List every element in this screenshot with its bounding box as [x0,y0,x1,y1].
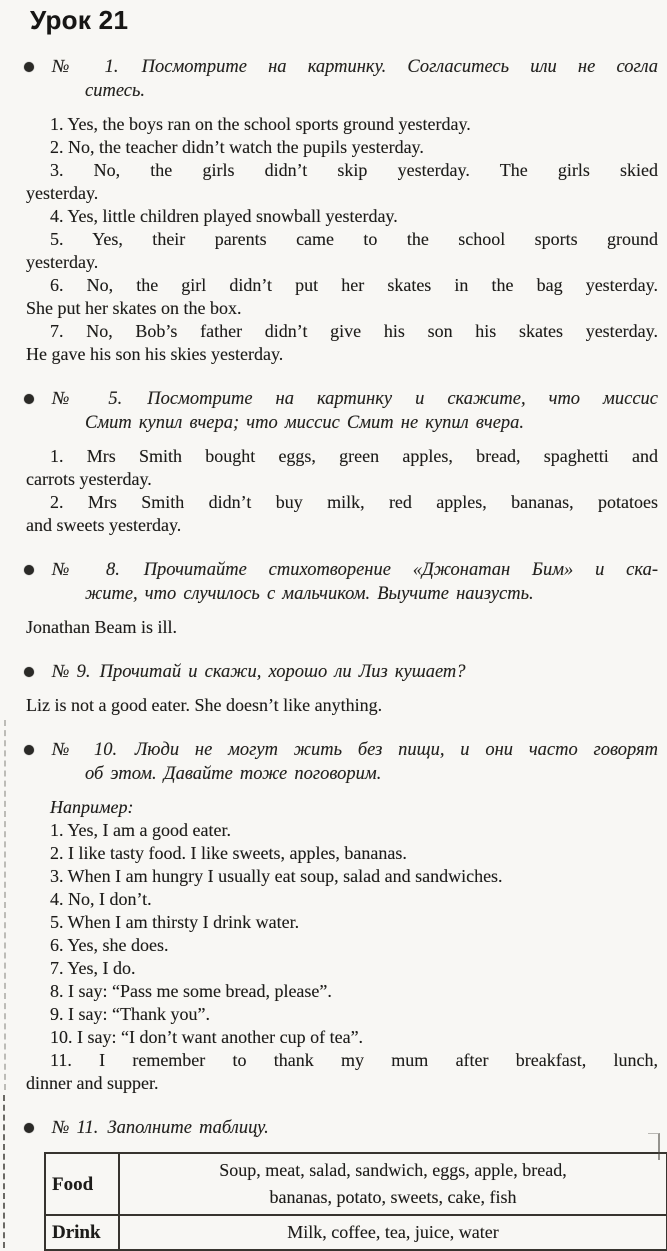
answer-line: 2. Mrs Smith didn’t buy milk, red apples, bananas, potatoes [50,492,658,512]
answer-line: yesterday. [26,252,99,272]
instruction-line [52,738,658,762]
instruction-text: Заполните таблицу. [107,1118,269,1138]
row-content [119,1153,667,1215]
answer-line: 3. When I am hungry I usually eat soup, salad and sandwiches. [50,866,503,886]
table-row-food [45,1153,667,1215]
row-header: Food [45,1153,119,1215]
table-row-drink [45,1215,667,1250]
bullet-icon [24,565,34,575]
answer-line: 6. Yes, she does. [50,935,169,955]
table-content-line: Soup, meat, salad, sandwich, eggs, apple, bread, [219,1160,567,1180]
answer-line: 4. Yes, little children played snowball yesterday. [50,206,398,226]
exercise-heading [52,558,658,606]
answer-line: 6. No, the girl didn’t put her skates in the bag yesterday. [50,275,658,295]
exercise-10 [0,738,667,1095]
table-content-line: Milk, coffee, tea, juice, water [287,1222,499,1242]
row-content [119,1215,667,1250]
instruction-text: Прочитай и скажи, хорошо ли Лиз кушает? [99,662,466,682]
answer-line: yesterday. [26,183,99,203]
answer-line: 1. Yes, the boys ran on the school sports ground yesterday. [50,114,471,134]
answer-line: and sweets yesterday. [26,515,182,535]
exercise-body [26,113,658,366]
answer-line: 7. No, Bob’s father didn’t give his son his skates yesterday. [50,321,658,341]
bullet-icon [24,745,34,755]
answer-line: 9. I say: “Thank you”. [50,1004,210,1024]
answer-line: 5. When I am thirsty I drink water. [50,912,300,932]
answer-line: 1. Yes, I am a good eater. [50,820,231,840]
exercise-heading [52,660,658,684]
instruction-text: Люди не могут жить без пищи, и они часто говорят [134,740,659,760]
instruction-line [52,55,658,79]
instruction-line [52,1116,658,1140]
bullet-icon [24,1123,34,1133]
exercise-number: № 11. [52,1118,99,1138]
answer-line: 1. Mrs Smith bought eggs, green apples, bread, spaghetti and [50,446,658,466]
answer-line: dinner and supper. [26,1073,159,1093]
exercise-heading [52,55,658,103]
exercise-body [26,796,658,1095]
answer-line: carrots yesterday. [26,469,152,489]
instruction-line [52,660,658,684]
exercise-body [26,445,658,537]
exercise-number: № 1. [52,57,119,77]
exercise-number: № 9. [52,662,91,682]
exercise-heading [52,738,658,786]
instruction-text: Прочитайте стихотворение «Джонатан Бим» и ска- [143,560,658,580]
exercise-11 [0,1116,667,1251]
scan-artifact-line [4,720,6,1090]
exercise-list [0,55,667,1251]
bullet-icon [24,667,34,677]
fill-table [44,1152,667,1251]
instruction-line [52,387,658,411]
exercise-5 [0,387,667,537]
answer-line: 10. I say: “I don’t want another cup of tea”. [50,1027,364,1047]
scan-artifact-line [3,1095,5,1248]
bullet-icon [24,62,34,72]
instruction-text: Посмотрите на картинку и скажите, что миссис [147,389,659,409]
exercise-1 [0,55,667,366]
exercise-number: № 5. [52,389,123,409]
instruction-text: Посмотрите на картинку. Согласитесь или не согла [141,57,658,77]
instruction-line: жите, что случилось с мальчиком. Выучите наизусть. [85,584,534,604]
answer-line: 8. I say: “Pass me some bread, please”. [50,981,332,1001]
scan-artifact-corner [648,1133,660,1160]
exercise-body [26,1152,658,1251]
example-label: Например: [50,797,134,817]
answer-line: 2. No, the teacher didn’t watch the pupils yesterday. [50,137,424,157]
answer-line: She put her skates on the box. [26,298,242,318]
answer-line: 7. Yes, I do. [50,958,136,978]
instruction-line [52,558,658,582]
table-content-line: bananas, potato, sweets, cake, fish [269,1187,517,1207]
exercise-number: № 8. [52,560,120,580]
exercise-body [26,694,658,717]
instruction-line: об этом. Давайте тоже поговорим. [85,764,382,784]
instruction-line: Смит купил вчера; что миссис Смит не купил вчера. [85,413,525,433]
answer-line: 2. I like tasty food. I like sweets, apples, bananas. [50,843,407,863]
exercise-body [26,616,658,639]
lesson-title: Урок 21 [30,5,129,35]
exercise-9 [0,660,667,717]
instruction-line: ситесь. [85,81,146,101]
exercise-heading [52,387,658,435]
exercise-heading [52,1116,658,1140]
answer-line: He gave his son his skies yesterday. [26,344,284,364]
answer-line: 3. No, the girls didn’t skip yesterday. The girls skied [50,160,658,180]
answer-line: 5. Yes, their parents came to the school sports ground [50,229,658,249]
exercise-8 [0,558,667,639]
bullet-icon [24,394,34,404]
row-header: Drink [45,1215,119,1250]
answer-line: 11. I remember to thank my mum after breakfast, lunch, [50,1050,658,1070]
answer-line: Jonathan Beam is ill. [26,617,177,637]
answer-line: 4. No, I don’t. [50,889,152,909]
exercise-number: № 10. [52,740,118,760]
answer-line: Liz is not a good eater. She doesn’t like anything. [26,695,383,715]
